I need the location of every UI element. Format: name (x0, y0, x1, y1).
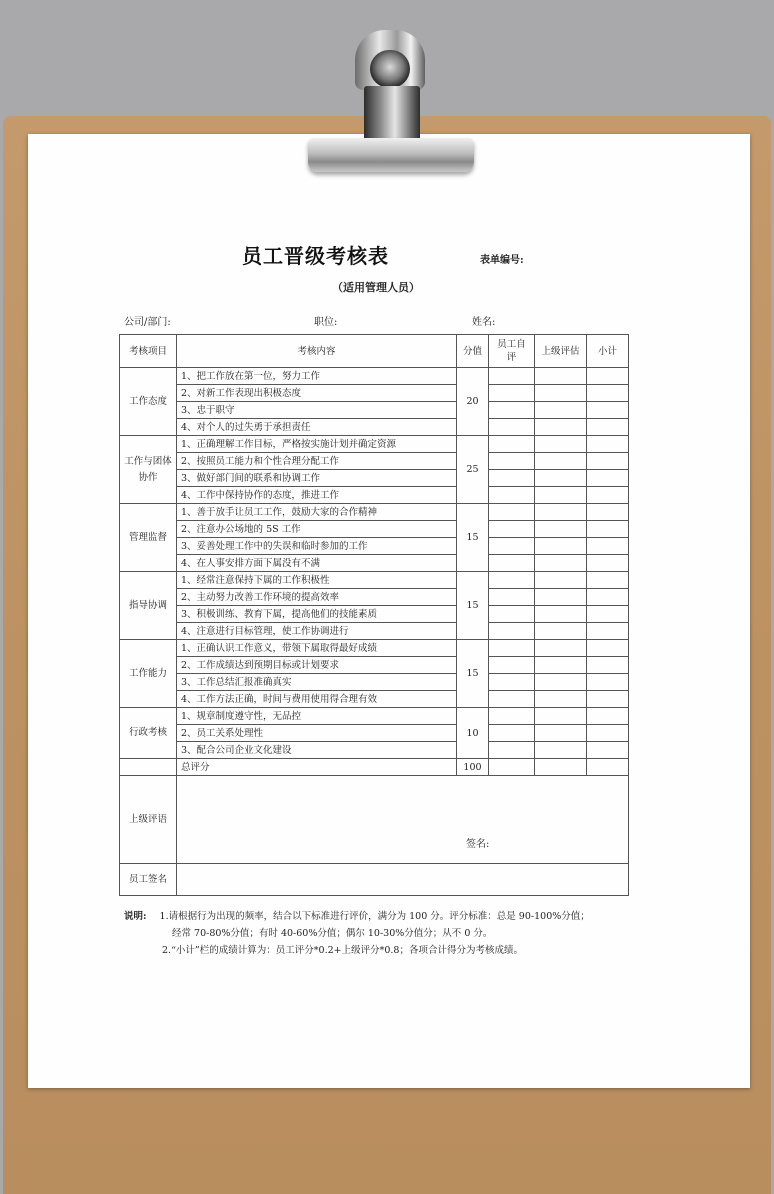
table-row (120, 436, 629, 453)
self-score-cell[interactable] (489, 742, 535, 759)
criterion-text: 2、主动努力改善工作环境的提高效率 (177, 589, 457, 606)
table-header-row (120, 335, 629, 368)
subtotal-cell[interactable] (587, 402, 629, 419)
self-score-cell[interactable] (489, 402, 535, 419)
criterion-text: 2、注意办公场地的 5S 工作 (177, 521, 457, 538)
employee-sign-row (120, 864, 629, 896)
binder-clip-base (308, 138, 474, 172)
table-row (120, 402, 629, 419)
category-name: 行政考核 (120, 708, 177, 759)
self-score-cell[interactable] (489, 725, 535, 742)
header-superior: 上级评估 (535, 335, 587, 368)
self-score-cell[interactable] (489, 691, 535, 708)
header-content: 考核内容 (177, 335, 457, 368)
subtotal-cell[interactable] (587, 555, 629, 572)
self-score-cell[interactable] (489, 368, 535, 385)
table-row (120, 487, 629, 504)
company-dept-field: 公司/部门: (124, 317, 171, 328)
self-score-cell[interactable] (489, 640, 535, 657)
category-score: 15 (457, 640, 489, 708)
subtotal-cell[interactable] (587, 368, 629, 385)
notes-line-2: 经常 70-80%分值；有时 40-60%分值；偶尔 10-30%分值分；从不 0 分。 (172, 928, 493, 939)
self-score-cell[interactable] (489, 538, 535, 555)
header-item: 考核项目 (120, 335, 177, 368)
subtotal-cell[interactable] (587, 725, 629, 742)
table-row (120, 368, 629, 385)
superior-score-cell[interactable] (535, 725, 587, 742)
table-row (120, 589, 629, 606)
total-score: 100 (457, 759, 489, 776)
self-score-cell[interactable] (489, 623, 535, 640)
header-score: 分值 (457, 335, 489, 368)
superior-score-cell[interactable] (535, 674, 587, 691)
subtotal-cell[interactable] (587, 470, 629, 487)
superior-total-cell[interactable] (535, 759, 587, 776)
superior-score-cell[interactable] (535, 436, 587, 453)
subtotal-cell[interactable] (587, 708, 629, 725)
superior-score-cell[interactable] (535, 589, 587, 606)
table-row (120, 504, 629, 521)
criterion-text: 3、积极训练、教育下属，提高他们的技能素质 (177, 606, 457, 623)
table-row (120, 538, 629, 555)
superior-score-cell[interactable] (535, 504, 587, 521)
position-field: 职位: (314, 317, 338, 328)
criterion-text: 3、做好部门间的联系和协调工作 (177, 470, 457, 487)
subtotal-cell[interactable] (587, 640, 629, 657)
subtotal-cell[interactable] (587, 385, 629, 402)
self-score-cell[interactable] (489, 419, 535, 436)
superior-score-cell[interactable] (535, 402, 587, 419)
comment-field[interactable] (177, 776, 629, 864)
criterion-text: 3、忠于职守 (177, 402, 457, 419)
table-row (120, 555, 629, 572)
table-row (120, 453, 629, 470)
criterion-text: 1、把工作放在第一位，努力工作 (177, 368, 457, 385)
subtotal-cell[interactable] (587, 538, 629, 555)
category-score: 10 (457, 708, 489, 759)
superior-score-cell[interactable] (535, 419, 587, 436)
subtotal-cell[interactable] (587, 504, 629, 521)
superior-score-cell[interactable] (535, 487, 587, 504)
table-row (120, 419, 629, 436)
criterion-text: 4、对个人的过失勇于承担责任 (177, 419, 457, 436)
category-name: 工作能力 (120, 640, 177, 708)
superior-score-cell[interactable] (535, 368, 587, 385)
header-subtotal: 小计 (587, 335, 629, 368)
self-score-cell[interactable] (489, 385, 535, 402)
category-name: 工作态度 (120, 368, 177, 436)
superior-score-cell[interactable] (535, 742, 587, 759)
table-row (120, 623, 629, 640)
superior-score-cell[interactable] (535, 521, 587, 538)
criterion-text: 4、在人事安排方面下属没有不满 (177, 555, 457, 572)
comment-row (120, 776, 629, 864)
self-score-cell[interactable] (489, 555, 535, 572)
criterion-text: 2、工作成绩达到预期目标或计划要求 (177, 657, 457, 674)
self-score-cell[interactable] (489, 606, 535, 623)
superior-score-cell[interactable] (535, 708, 587, 725)
subtotal-cell[interactable] (587, 487, 629, 504)
notes-line-1 (124, 908, 590, 925)
table-row (120, 572, 629, 589)
criterion-text: 4、工作中保持协作的态度，推进工作 (177, 487, 457, 504)
superior-score-cell[interactable] (535, 657, 587, 674)
self-score-cell[interactable] (489, 708, 535, 725)
table-row (120, 470, 629, 487)
self-total-cell[interactable] (489, 759, 535, 776)
binder-clip-hole (370, 50, 410, 88)
category-score: 15 (457, 504, 489, 572)
employee-sign-field[interactable] (177, 864, 629, 896)
self-score-cell[interactable] (489, 453, 535, 470)
subtotal-cell[interactable] (587, 436, 629, 453)
document-title: 员工晋级考核表 (242, 244, 389, 268)
category-name: 指导协调 (120, 572, 177, 640)
subtotal-cell[interactable] (587, 691, 629, 708)
table-row (120, 657, 629, 674)
superior-score-cell[interactable] (535, 623, 587, 640)
criterion-text: 1、正确理解工作目标，严格按实施计划并确定资源 (177, 436, 457, 453)
notes-text-1: 1.请根据行为出现的频率，结合以下标准进行评价，满分为 100 分。评分标准：总是 90-100%分值； (159, 911, 590, 922)
self-score-cell[interactable] (489, 674, 535, 691)
table-row (120, 674, 629, 691)
subtotal-cell[interactable] (587, 657, 629, 674)
table-row (120, 708, 629, 725)
subtotal-cell[interactable] (587, 606, 629, 623)
subtotal-cell[interactable] (587, 742, 629, 759)
self-score-cell[interactable] (489, 504, 535, 521)
document-subtitle: （适用管理人员） (332, 281, 420, 294)
superior-score-cell[interactable] (535, 470, 587, 487)
subtotal-cell[interactable] (587, 623, 629, 640)
self-score-cell[interactable] (489, 657, 535, 674)
criterion-text: 3、妥善处理工作中的失误和临时参加的工作 (177, 538, 457, 555)
category-name: 工作与团体协作 (120, 436, 177, 504)
subtotal-cell[interactable] (587, 521, 629, 538)
table-row (120, 640, 629, 657)
self-score-cell[interactable] (489, 572, 535, 589)
evaluation-table (119, 334, 629, 896)
superior-signature-label: 签名: (466, 839, 490, 850)
total-label: 总评分 (177, 759, 457, 776)
self-score-cell[interactable] (489, 521, 535, 538)
header-self: 员工自评 (489, 335, 535, 368)
table-row (120, 606, 629, 623)
criterion-text: 2、员工关系处理性 (177, 725, 457, 742)
notes-label: 说明: (124, 911, 147, 922)
superior-score-cell[interactable] (535, 385, 587, 402)
form-number-label: 表单编号: (480, 255, 524, 266)
category-name: 管理监督 (120, 504, 177, 572)
binder-clip-neck (364, 86, 420, 144)
table-row (120, 385, 629, 402)
subtotal-cell[interactable] (587, 419, 629, 436)
self-score-cell[interactable] (489, 487, 535, 504)
criterion-text: 2、按照员工能力和个性合理分配工作 (177, 453, 457, 470)
self-score-cell[interactable] (489, 436, 535, 453)
subtotal-cell[interactable] (587, 589, 629, 606)
criterion-text: 3、配合公司企业文化建设 (177, 742, 457, 759)
criterion-text: 1、正确认识工作意义，带领下属取得最好成绩 (177, 640, 457, 657)
subtotal-cell[interactable] (587, 674, 629, 691)
table-row (120, 521, 629, 538)
category-score: 20 (457, 368, 489, 436)
self-score-cell[interactable] (489, 589, 535, 606)
superior-score-cell[interactable] (535, 640, 587, 657)
criterion-text: 4、工作方法正确，时间与费用使用得合理有效 (177, 691, 457, 708)
table-row (120, 725, 629, 742)
criterion-text: 2、对新工作表现出积极态度 (177, 385, 457, 402)
employee-sign-label: 员工签名 (120, 864, 177, 896)
total-row (120, 759, 629, 776)
criterion-text: 4、注意进行目标管理，使工作协调进行 (177, 623, 457, 640)
superior-score-cell[interactable] (535, 606, 587, 623)
comment-label: 上级评语 (120, 776, 177, 864)
self-score-cell[interactable] (489, 470, 535, 487)
criterion-text: 1、规章制度遵守性，无品控 (177, 708, 457, 725)
criterion-text: 1、善于放手让员工工作，鼓励大家的合作精神 (177, 504, 457, 521)
superior-score-cell[interactable] (535, 538, 587, 555)
category-score: 25 (457, 436, 489, 504)
notes-line-3: 2.“小计”栏的成绩计算为：员工评分*0.2+上级评分*0.8；各项合计得分为考核成绩。 (162, 945, 523, 956)
name-field: 姓名: (472, 317, 496, 328)
subtotal-cell[interactable] (587, 572, 629, 589)
subtotal-total-cell[interactable] (587, 759, 629, 776)
category-score: 15 (457, 572, 489, 640)
criterion-text: 3、工作总结汇报准确真实 (177, 674, 457, 691)
table-row (120, 691, 629, 708)
superior-score-cell[interactable] (535, 691, 587, 708)
superior-score-cell[interactable] (535, 453, 587, 470)
total-row-blank (120, 759, 177, 776)
table-row (120, 742, 629, 759)
criterion-text: 1、经常注意保持下属的工作积极性 (177, 572, 457, 589)
superior-score-cell[interactable] (535, 572, 587, 589)
subtotal-cell[interactable] (587, 453, 629, 470)
superior-score-cell[interactable] (535, 555, 587, 572)
